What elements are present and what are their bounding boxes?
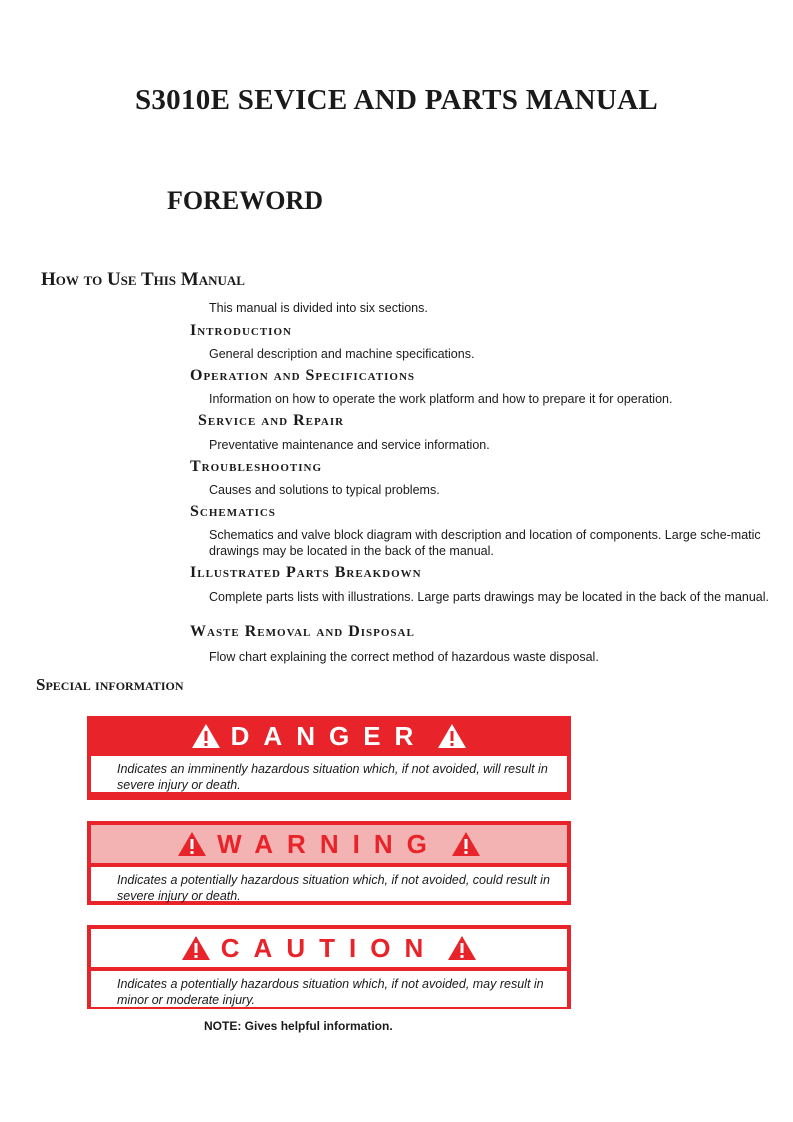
section-description-troubleshooting: Causes and solutions to typical problems.: [209, 483, 440, 497]
section-heading-service: Service and Repair: [198, 412, 345, 429]
section-heading-waste-removal: Waste Removal and Disposal: [190, 623, 415, 640]
warning-sign: [87, 821, 571, 905]
section-heading-parts-breakdown: Illustrated Parts Breakdown: [190, 564, 422, 581]
warning-triangle-icon: [177, 831, 207, 857]
caution-header: [91, 929, 567, 967]
how-to-use-intro: This manual is divided into six sections.: [209, 301, 428, 315]
section-heading-operation: Operation and Specifications: [190, 367, 416, 384]
section-description-waste-removal: Flow chart explaining the correct method of hazardous waste disposal.: [209, 650, 599, 664]
section-description-parts-breakdown: Complete parts lists with illustrations. Large parts drawings may be located in the back of the manual.: [209, 590, 769, 604]
section-heading-schematics: Schematics: [190, 503, 276, 520]
warning-label: WARNING: [217, 828, 441, 859]
section-description-operation: Information on how to operate the work platform and how to prepare it for operation.: [209, 392, 673, 406]
how-to-use-heading: How to Use This Manual: [41, 269, 245, 290]
document-title: S3010E SEVICE AND PARTS MANUAL: [134, 84, 659, 116]
warning-triangle-icon: [181, 935, 211, 961]
section-heading-introduction: Introduction: [190, 322, 292, 339]
danger-sign: [87, 716, 571, 800]
warning-triangle-icon: [437, 723, 467, 749]
section-description-introduction: General description and machine specifications.: [209, 347, 475, 361]
section-description-schematics: Schematics and valve block diagram with description and location of components. Large sche-matic drawings may be located in the back of the manual.: [209, 528, 761, 558]
foreword-heading: FOREWORD: [167, 186, 323, 215]
danger-description: Indicates an imminently hazardous situation which, if not avoided, will result in severe injury or death.: [91, 756, 567, 792]
section-heading-troubleshooting: Troubleshooting: [190, 458, 323, 475]
caution-description: Indicates a potentially hazardous situation which, if not avoided, may result in minor or moderate injury.: [91, 971, 567, 1007]
danger-label: DANGER: [230, 720, 428, 751]
caution-label: CAUTION: [220, 932, 438, 963]
note-text: NOTE: Gives helpful information.: [204, 1019, 393, 1033]
warning-triangle-icon: [447, 935, 477, 961]
section-description-service: Preventative maintenance and service information.: [209, 438, 490, 452]
danger-header: [87, 716, 571, 756]
warning-header: [91, 825, 567, 863]
warning-triangle-icon: [191, 723, 221, 749]
special-information-heading: Special information: [36, 675, 184, 694]
warning-description: Indicates a potentially hazardous situation which, if not avoided, could result in severe injury or death.: [91, 867, 567, 901]
caution-sign: [87, 925, 571, 1009]
warning-triangle-icon: [451, 831, 481, 857]
